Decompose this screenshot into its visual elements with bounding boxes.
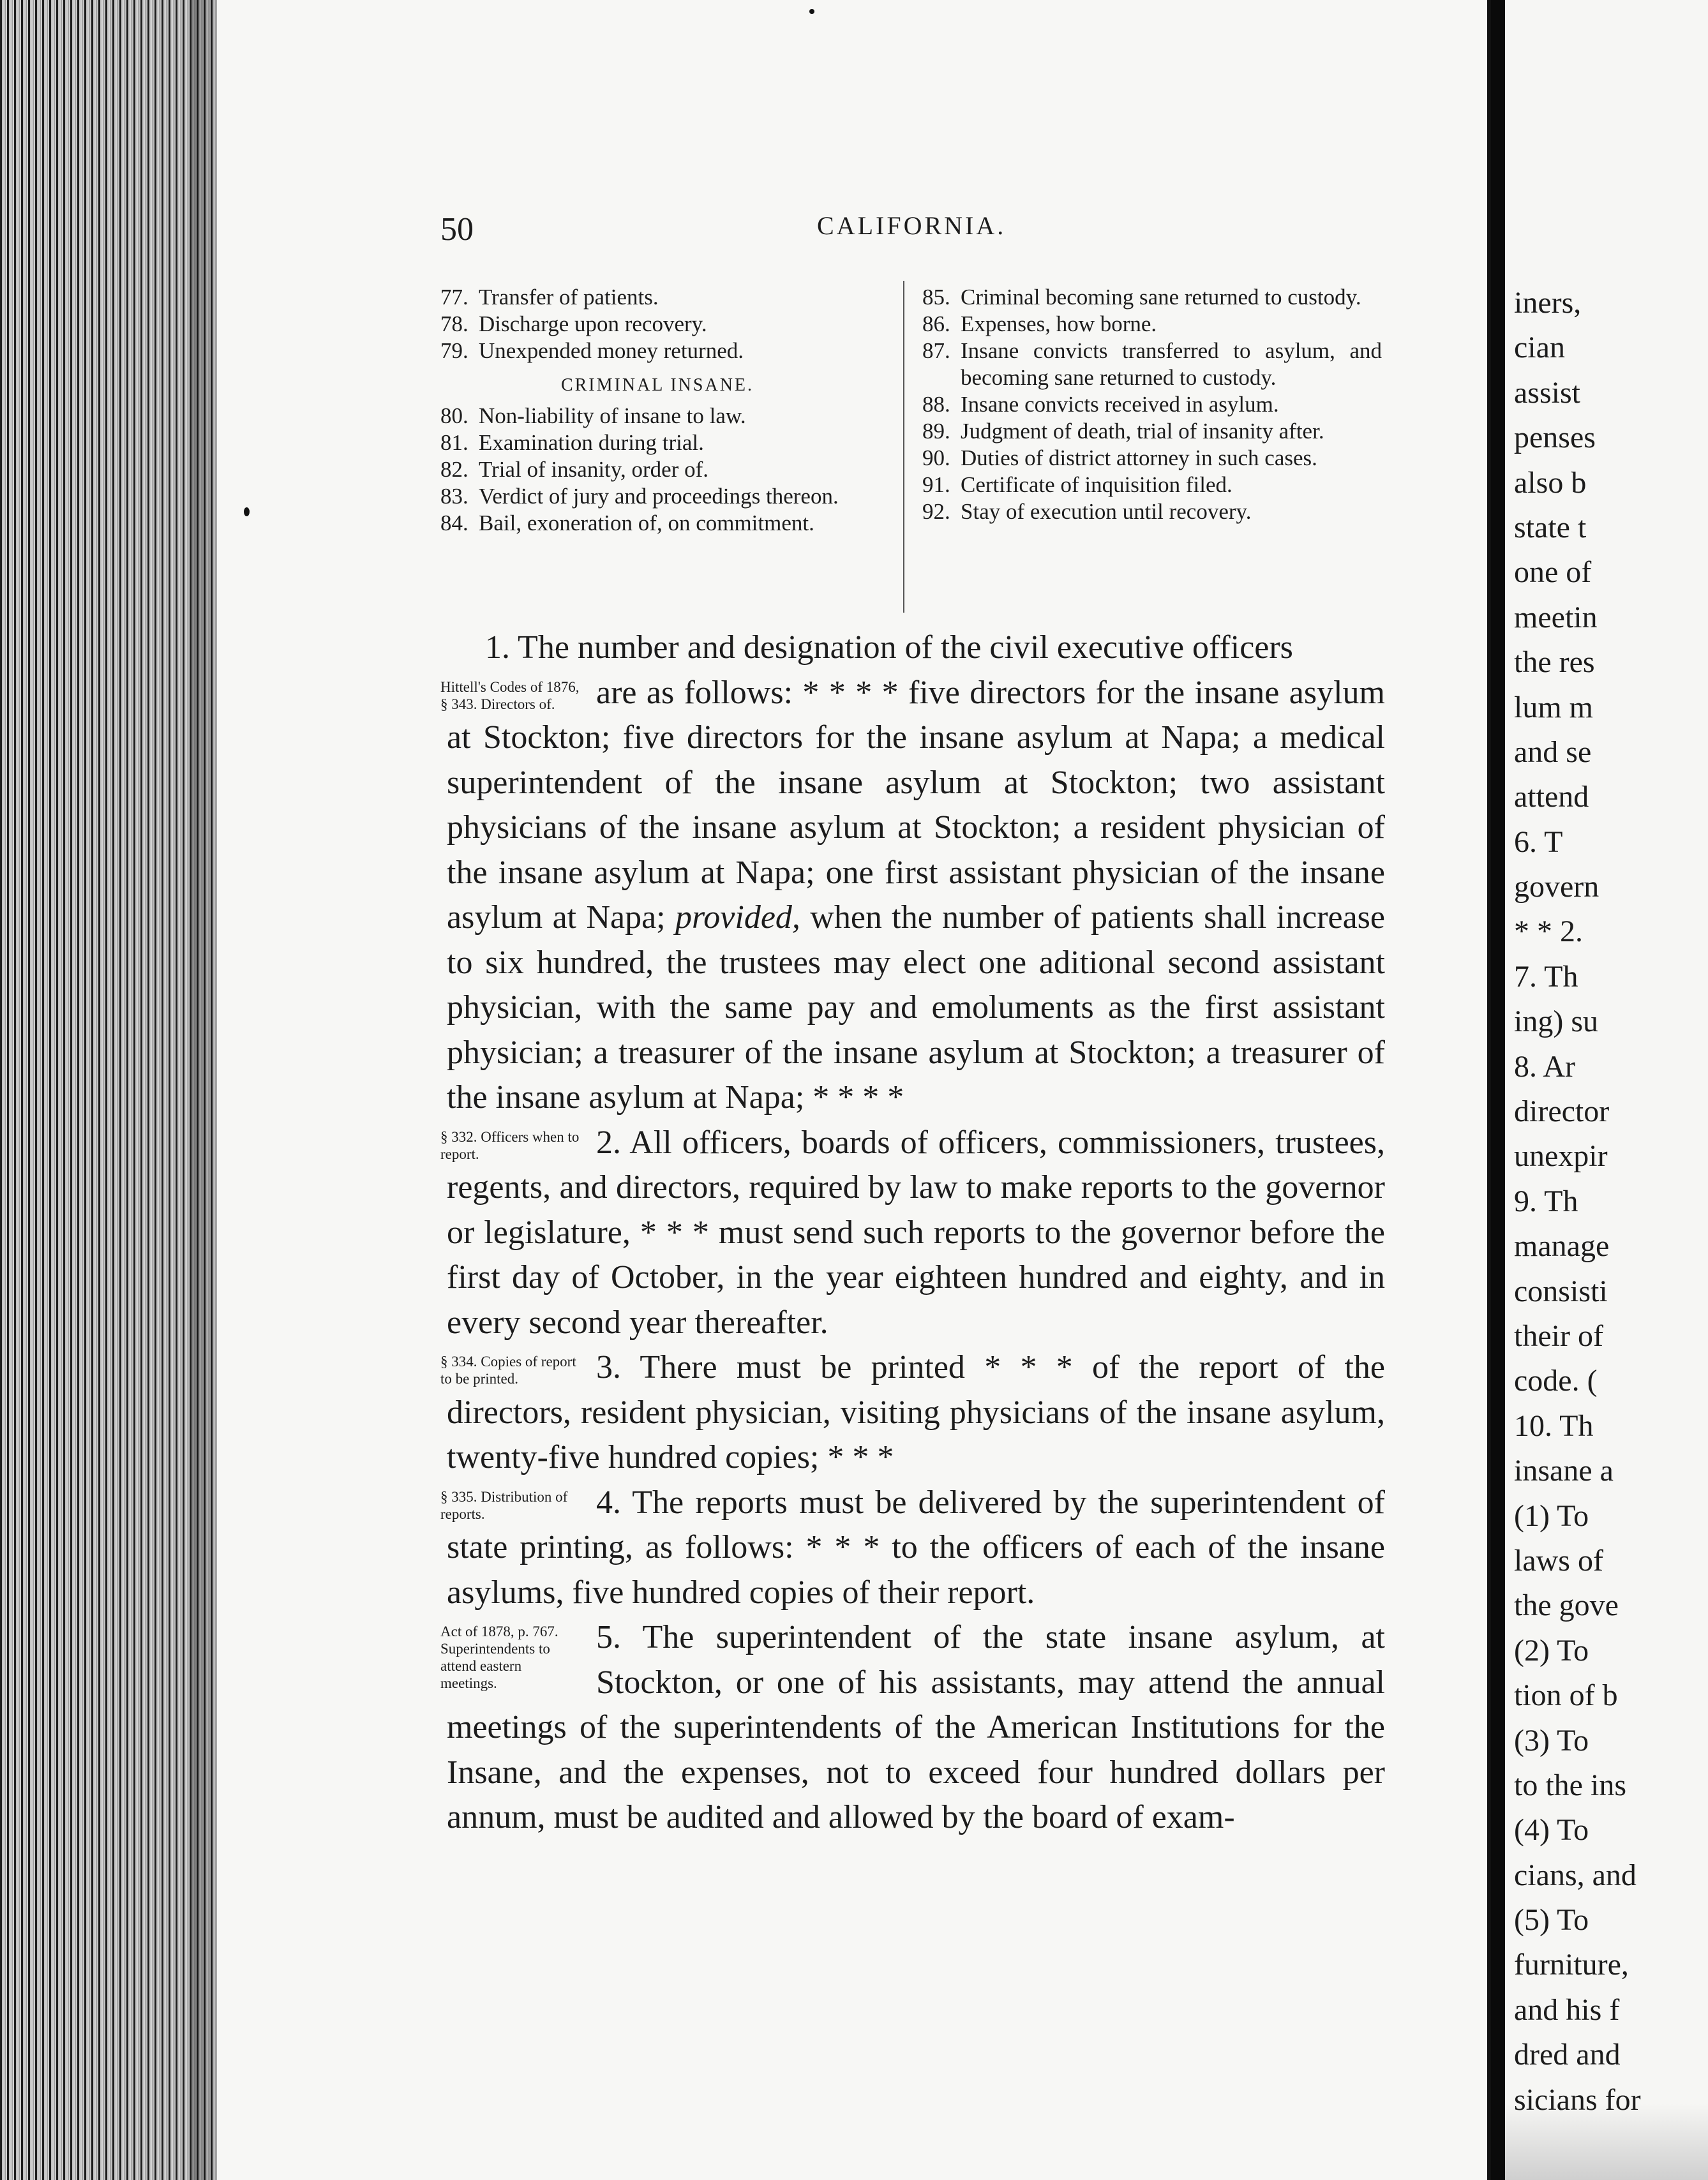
section-3	[440, 1345, 1385, 1481]
scan-speck	[809, 9, 814, 14]
next-page-line: cians, and	[1514, 1858, 1637, 1892]
next-page-line: insane a	[1514, 1454, 1614, 1488]
next-page-line: the gove	[1514, 1588, 1619, 1623]
next-page-line: tion of b	[1514, 1678, 1618, 1713]
next-page-line: one of	[1514, 555, 1592, 590]
page-number: 50	[440, 211, 474, 248]
contents-item: 77. Transfer of patients.	[440, 285, 659, 310]
running-head: CALIFORNIA.	[817, 211, 1007, 240]
next-page-line: code. (	[1514, 1364, 1598, 1398]
section-4-text: 4. The reports must be delivered by the superintendent of state printing, as follows: * * * to the officers of each of the insane asylums, five hundred copies of their report.	[447, 1484, 1385, 1611]
next-page-line: to the ins	[1514, 1768, 1626, 1802]
contents-item: 92. Stay of execution until recovery.	[922, 499, 1252, 524]
section-4	[440, 1481, 1385, 1616]
margin-note-section-4: § 335. Distribution of reports.	[440, 1488, 568, 1522]
next-page-line: 10. Th	[1514, 1408, 1594, 1443]
section-1-lead: 1. The number and designation of the civil executive officers	[485, 629, 1293, 666]
contents-item: 89. Judgment of death, trial of insanity after.	[922, 419, 1324, 444]
next-page-line: laws of	[1514, 1543, 1603, 1578]
next-page-line: (2) To	[1514, 1633, 1589, 1668]
contents-item: 84. Bail, exoneration of, on commitment.	[440, 511, 814, 535]
contents-item: 81. Examination during trial.	[440, 430, 704, 455]
margin-note-section-1: Hittell's Codes of 1876, § 343. Directors of.	[440, 678, 580, 712]
next-page-line: govern	[1514, 870, 1599, 904]
next-page-line: unexpir	[1514, 1139, 1608, 1174]
next-page-line: (4) To	[1514, 1813, 1589, 1848]
margin-note-section-2: § 332. Officers when to report.	[440, 1128, 580, 1162]
next-page-line: (3) To	[1514, 1723, 1589, 1758]
page-gutter	[1491, 0, 1505, 2180]
section-3-text: 3. There must be printed * * * of the report of the directors, resident physician, visiting physicians of the insane asylum, twenty-five hundred copies; * * *	[447, 1349, 1385, 1475]
book-page-edges	[0, 0, 217, 2180]
section-1-text-a: are as follows: * * * * five directors for the insane asylum at Stockton; five directors for the insane asylum at Napa; a medical superintendent of the insane asylum at Stockton; two assistant physicians of the insane asylum at Stockton; a resident physician of the insane asylum at Napa; one first assistant physician of the insane asylum at Napa;	[447, 674, 1385, 936]
next-page-line: ing) su	[1514, 1004, 1598, 1039]
contents-left-column	[440, 284, 874, 537]
section-1	[440, 671, 1386, 1121]
next-page-line: and se	[1514, 735, 1592, 769]
next-page-line: cian	[1514, 331, 1565, 365]
contents-divider	[903, 281, 904, 613]
section-1-italic: provided,	[675, 899, 800, 936]
contents-item: 88. Insane convicts received in asylum.	[922, 392, 1279, 417]
next-page-line: furniture,	[1514, 1948, 1629, 1982]
contents-item: 78. Discharge upon recovery.	[440, 311, 707, 336]
next-page-line: (5) To	[1514, 1903, 1589, 1937]
next-page-line: (1) To	[1514, 1498, 1589, 1533]
next-page-line: 7. Th	[1514, 959, 1578, 994]
contents-right-column	[922, 284, 1382, 525]
next-page-line: assist	[1514, 375, 1581, 410]
contents-item: 86. Expenses, how borne.	[922, 311, 1157, 336]
next-page-line: attend	[1514, 780, 1589, 814]
next-page-line: dred and	[1514, 2038, 1621, 2072]
contents-item: 82. Trial of insanity, order of.	[440, 457, 708, 482]
next-page-line: their of	[1514, 1318, 1603, 1353]
contents-item: 87. Insane convicts transferred to asylum, and becoming sane returned to custody.	[922, 338, 1382, 390]
next-page-line: manage	[1514, 1229, 1610, 1264]
contents-heading: CRIMINAL INSANE.	[560, 375, 754, 395]
section-2	[440, 1121, 1385, 1346]
next-page-line: the res	[1514, 645, 1595, 680]
next-page-line: 9. Th	[1514, 1184, 1578, 1218]
contents-item: 85. Criminal becoming sane returned to custody.	[922, 285, 1361, 310]
next-page-line: and his f	[1514, 1992, 1620, 2027]
next-page-line: meetin	[1514, 600, 1598, 634]
next-page-line: penses	[1514, 421, 1596, 455]
next-page-text	[1514, 281, 1705, 2123]
section-5-text: 5. The superintendent of the state insane asylum, at Stockton, or one of his assistants, may attend the annual meetings of the superintendents of the American Institutions for the Insane, and the expenses, not to exceed four hundred dollars per annum, must be audited and allowed by the board of exam-	[447, 1619, 1385, 1835]
section-5	[440, 1615, 1385, 1840]
next-page-line: * * 2.	[1514, 915, 1583, 949]
next-page-line: lum m	[1514, 690, 1594, 724]
contents-item: 83. Verdict of jury and proceedings thereon.	[440, 484, 839, 509]
section-1-text-b: when the number of patients shall increase to six hundred, the trustees may elect one aditional second assistant physician, with the same pay and emoluments as the first assistant physician; a treasurer of the insane asylum at Stockton; a treasurer of the insane asylum at Napa; * * * *	[447, 899, 1386, 1116]
next-page-line: also b	[1514, 465, 1587, 500]
next-page-line: 6. T	[1514, 825, 1563, 859]
next-page-line: director	[1514, 1094, 1610, 1129]
margin-note-section-3: § 334. Copies of report to be printed.	[440, 1354, 576, 1387]
next-page-line: consisti	[1514, 1274, 1608, 1308]
next-page-line: sicians for	[1514, 2082, 1641, 2117]
contents-item: 80. Non-liability of insane to law.	[440, 403, 746, 428]
contents-item: 90. Duties of district attorney in such cases.	[922, 445, 1317, 470]
section-2-text: 2. All officers, boards of officers, commissioners, trustees, regents, and directors, required by law to make reports to the governor or legislature, * * * must send such reports to the governor before the first day of October, in the year eighteen hundred and eighty, and in every second year thereafter.	[447, 1124, 1385, 1341]
next-page-line: iners,	[1514, 286, 1582, 320]
next-page-line: state t	[1514, 510, 1587, 544]
scan-speck	[244, 507, 250, 516]
statute-body	[440, 625, 1386, 1840]
contents-item: 91. Certificate of inquisition filed.	[922, 472, 1232, 497]
margin-note-section-5: Act of 1878, p. 767. Superintendents to attend eastern meetings.	[440, 1624, 558, 1691]
next-page-line: 8. Ar	[1514, 1049, 1575, 1084]
contents-item: 79. Unexpended money returned.	[440, 338, 744, 363]
